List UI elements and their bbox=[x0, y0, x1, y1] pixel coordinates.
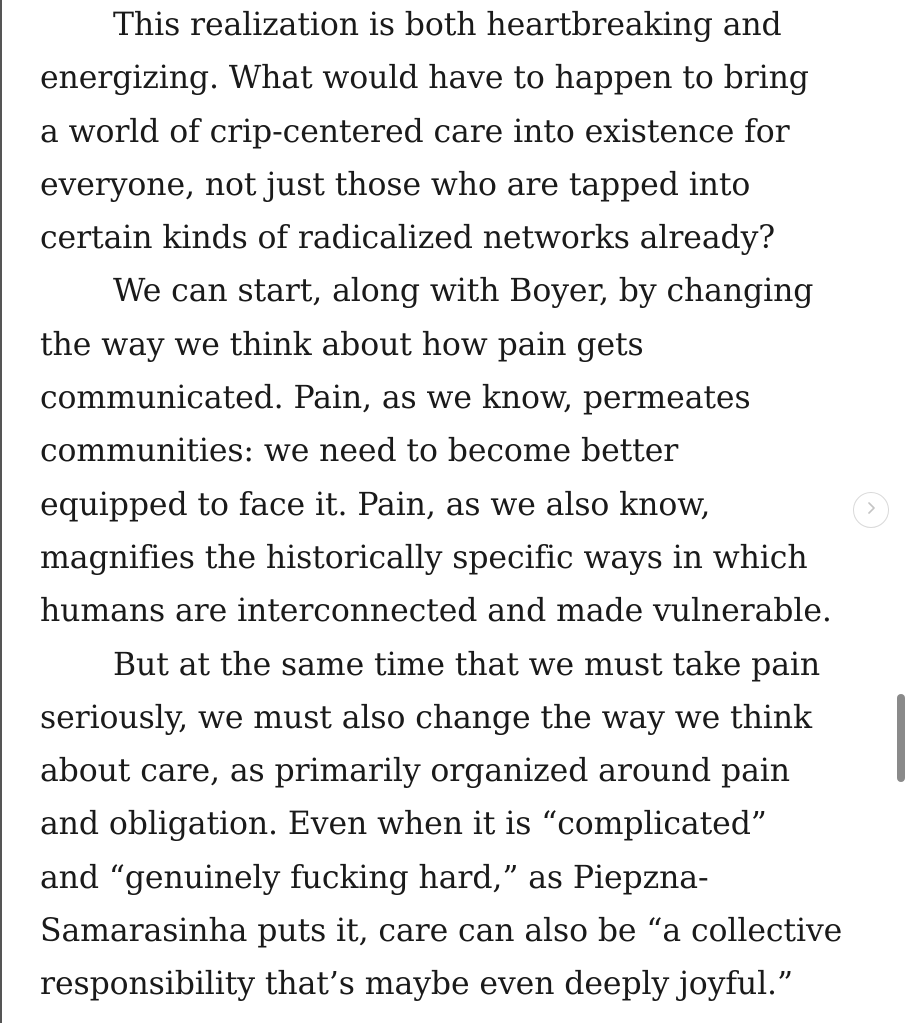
text-line: and obligation. Even when it is “complicated” bbox=[40, 806, 767, 843]
paragraph-3 bbox=[40, 639, 890, 1012]
text-line: humans are interconnected and made vulnerable. bbox=[40, 593, 832, 630]
page-left-edge bbox=[0, 0, 2, 1023]
text-line: We can start, along with Boyer, by changing bbox=[113, 273, 814, 310]
document-text bbox=[40, 0, 890, 1012]
text-line: equipped to face it. Pain, as we also know, bbox=[40, 486, 711, 523]
paragraph-2 bbox=[40, 265, 890, 638]
scrollbar-thumb[interactable] bbox=[897, 694, 905, 782]
text-line: Samarasinha puts it, care can also be “a collective bbox=[40, 913, 843, 950]
text-line: responsibility that’s maybe even deeply joyful.” bbox=[40, 966, 793, 1003]
text-line: energizing. What would have to happen to bring bbox=[40, 60, 809, 97]
text-line: about care, as primarily organized around pain bbox=[40, 753, 790, 790]
scrollbar[interactable] bbox=[897, 0, 907, 1023]
text-line: and “genuinely fucking hard,” as Piepzna- bbox=[40, 859, 709, 896]
text-line: certain kinds of radicalized networks already? bbox=[40, 220, 776, 257]
text-line: communicated. Pain, as we know, permeates bbox=[40, 380, 751, 417]
text-line: But at the same time that we must take pain bbox=[113, 646, 821, 683]
next-page-button[interactable] bbox=[853, 492, 889, 528]
text-line: the way we think about how pain gets bbox=[40, 326, 644, 363]
text-line: seriously, we must also change the way we think bbox=[40, 699, 812, 736]
text-line: This realization is both heartbreaking and bbox=[113, 7, 782, 43]
paragraph-1 bbox=[40, 0, 890, 265]
text-line: magnifies the historically specific ways in which bbox=[40, 539, 808, 576]
chevron-right-icon bbox=[864, 501, 878, 520]
text-line: communities: we need to become better bbox=[40, 433, 679, 470]
text-line: everyone, not just those who are tapped into bbox=[40, 166, 751, 203]
text-line: a world of crip-centered care into existence for bbox=[40, 113, 790, 150]
